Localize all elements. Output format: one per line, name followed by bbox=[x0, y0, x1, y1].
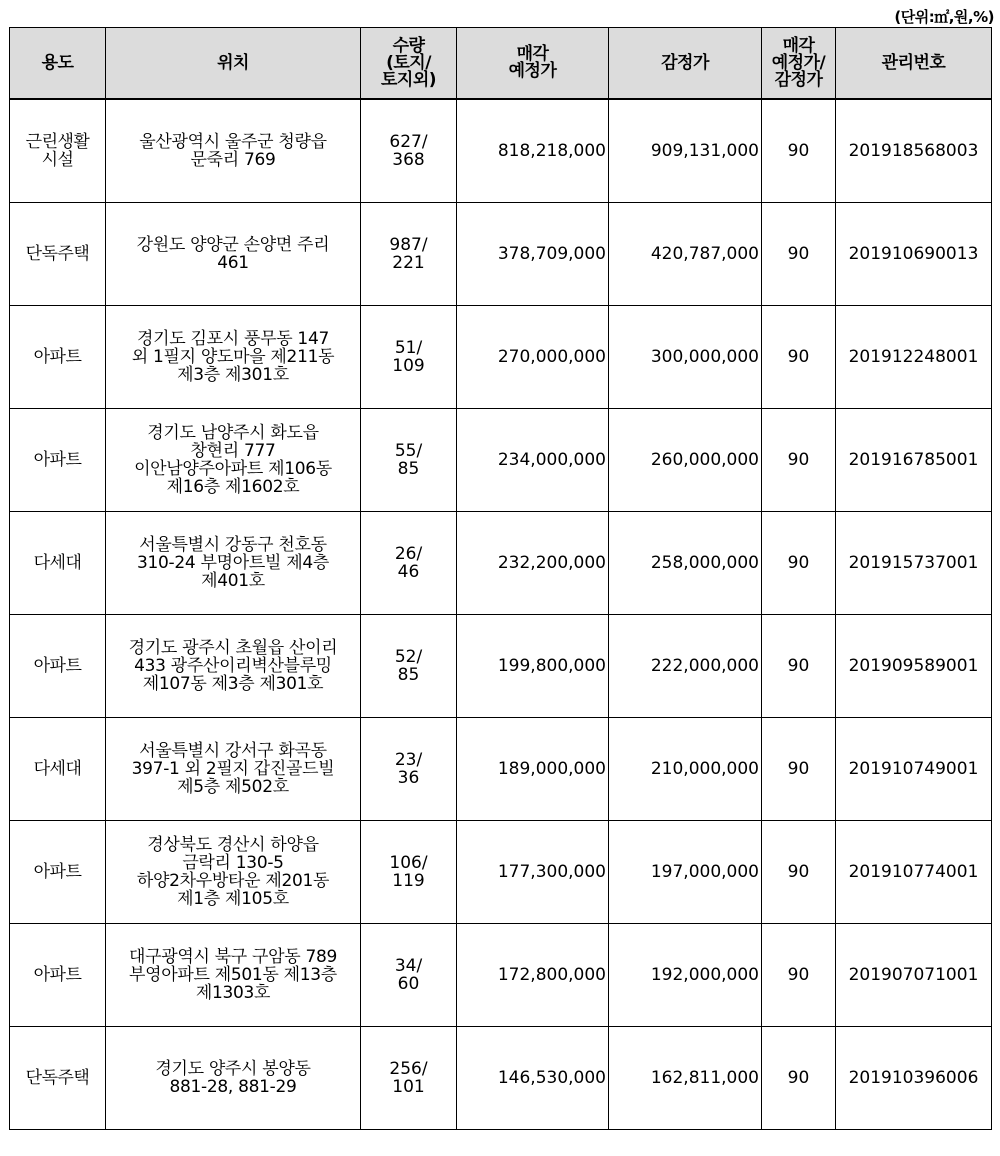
cell-mgmt-no: 201910690013 bbox=[836, 203, 992, 306]
cell-sale-price: 172,800,000 bbox=[457, 924, 609, 1027]
cell-use: 아파트 bbox=[10, 615, 106, 718]
header-mgmt-no bbox=[836, 28, 992, 100]
table-row bbox=[10, 512, 992, 615]
cell-ratio: 90 bbox=[762, 1027, 836, 1130]
header-quantity-label: 수량 (토지/ 토지외) bbox=[380, 35, 437, 90]
cell-use: 아파트 bbox=[10, 924, 106, 1027]
cell-ratio: 90 bbox=[762, 821, 836, 924]
cell-location: 서울특별시 강동구 천호동 310-24 부명아트빌 제4층 제401호 bbox=[106, 512, 361, 615]
cell-ratio: 90 bbox=[762, 512, 836, 615]
header-use bbox=[10, 28, 106, 100]
header-appraised-price-label: 감정가 bbox=[661, 52, 709, 73]
header-quantity bbox=[361, 28, 457, 100]
cell-ratio: 90 bbox=[762, 203, 836, 306]
cell-sale-price: 146,530,000 bbox=[457, 1027, 609, 1130]
table-row bbox=[10, 821, 992, 924]
cell-sale-price: 177,300,000 bbox=[457, 821, 609, 924]
cell-quantity: 106/ 119 bbox=[361, 821, 457, 924]
cell-location: 경기도 광주시 초월읍 산이리 433 광주산이리벽산블루밍 제107동 제3층 제301호 bbox=[106, 615, 361, 718]
property-sale-table bbox=[9, 27, 992, 1130]
cell-location: 경상북도 경산시 하양읍 금락리 130-5 하양2차우방타운 제201동 제1층 제105호 bbox=[106, 821, 361, 924]
cell-use: 다세대 bbox=[10, 512, 106, 615]
cell-appraised-price: 197,000,000 bbox=[609, 821, 762, 924]
cell-use: 아파트 bbox=[10, 409, 106, 512]
cell-mgmt-no: 201909589001 bbox=[836, 615, 992, 718]
cell-location: 울산광역시 울주군 청량읍 문죽리 769 bbox=[106, 99, 361, 203]
header-sale-price bbox=[457, 28, 609, 100]
header-location bbox=[106, 28, 361, 100]
cell-sale-price: 234,000,000 bbox=[457, 409, 609, 512]
cell-location: 경기도 남양주시 화도읍 창현리 777 이안남양주아파트 제106동 제16층 제1602호 bbox=[106, 409, 361, 512]
cell-location: 서울특별시 강서구 화곡동 397-1 외 2필지 갑진골드빌 제5층 제502호 bbox=[106, 718, 361, 821]
cell-quantity: 55/ 85 bbox=[361, 409, 457, 512]
cell-mgmt-no: 201918568003 bbox=[836, 99, 992, 203]
header-appraised-price bbox=[609, 28, 762, 100]
cell-sale-price: 232,200,000 bbox=[457, 512, 609, 615]
cell-sale-price: 378,709,000 bbox=[457, 203, 609, 306]
cell-mgmt-no: 201910396006 bbox=[836, 1027, 992, 1130]
cell-quantity: 256/ 101 bbox=[361, 1027, 457, 1130]
cell-quantity: 26/ 46 bbox=[361, 512, 457, 615]
cell-mgmt-no: 201910749001 bbox=[836, 718, 992, 821]
cell-ratio: 90 bbox=[762, 615, 836, 718]
table-body bbox=[10, 99, 992, 1130]
cell-appraised-price: 192,000,000 bbox=[609, 924, 762, 1027]
cell-use: 아파트 bbox=[10, 821, 106, 924]
cell-use: 아파트 bbox=[10, 306, 106, 409]
cell-use: 근린생활 시설 bbox=[10, 99, 106, 203]
unit-note: (단위:㎡,원,%) bbox=[894, 8, 994, 26]
cell-mgmt-no: 201910774001 bbox=[836, 821, 992, 924]
cell-mgmt-no: 201907071001 bbox=[836, 924, 992, 1027]
cell-sale-price: 189,000,000 bbox=[457, 718, 609, 821]
table-row bbox=[10, 203, 992, 306]
cell-use: 다세대 bbox=[10, 718, 106, 821]
cell-quantity: 34/ 60 bbox=[361, 924, 457, 1027]
header-use-label: 용도 bbox=[41, 52, 74, 73]
header-location-label: 위치 bbox=[217, 52, 249, 73]
cell-appraised-price: 300,000,000 bbox=[609, 306, 762, 409]
cell-ratio: 90 bbox=[762, 306, 836, 409]
cell-sale-price: 818,218,000 bbox=[457, 99, 609, 203]
cell-mgmt-no: 201916785001 bbox=[836, 409, 992, 512]
cell-appraised-price: 420,787,000 bbox=[609, 203, 762, 306]
cell-appraised-price: 210,000,000 bbox=[609, 718, 762, 821]
cell-quantity: 52/ 85 bbox=[361, 615, 457, 718]
cell-location: 대구광역시 북구 구암동 789 부영아파트 제501동 제13층 제1303호 bbox=[106, 924, 361, 1027]
cell-use: 단독주택 bbox=[10, 1027, 106, 1130]
cell-mgmt-no: 201915737001 bbox=[836, 512, 992, 615]
table-header bbox=[10, 28, 992, 100]
cell-ratio: 90 bbox=[762, 924, 836, 1027]
header-mgmt-no-label: 관리번호 bbox=[881, 52, 946, 73]
cell-sale-price: 199,800,000 bbox=[457, 615, 609, 718]
header-ratio bbox=[762, 28, 836, 100]
cell-appraised-price: 162,811,000 bbox=[609, 1027, 762, 1130]
cell-sale-price: 270,000,000 bbox=[457, 306, 609, 409]
table-row bbox=[10, 615, 992, 718]
cell-quantity: 987/ 221 bbox=[361, 203, 457, 306]
cell-location: 경기도 김포시 풍무동 147 외 1필지 양도마을 제211동 제3층 제301호 bbox=[106, 306, 361, 409]
table-row bbox=[10, 718, 992, 821]
cell-location: 강원도 양양군 손양면 주리 461 bbox=[106, 203, 361, 306]
table-row bbox=[10, 409, 992, 512]
header-row bbox=[10, 28, 992, 100]
cell-ratio: 90 bbox=[762, 409, 836, 512]
cell-quantity: 51/ 109 bbox=[361, 306, 457, 409]
table-row bbox=[10, 99, 992, 203]
cell-quantity: 23/ 36 bbox=[361, 718, 457, 821]
table-row bbox=[10, 306, 992, 409]
table-row bbox=[10, 924, 992, 1027]
header-ratio-label: 매각 예정가/ 감정가 bbox=[771, 35, 826, 90]
cell-ratio: 90 bbox=[762, 718, 836, 821]
cell-appraised-price: 258,000,000 bbox=[609, 512, 762, 615]
cell-appraised-price: 909,131,000 bbox=[609, 99, 762, 203]
cell-use: 단독주택 bbox=[10, 203, 106, 306]
cell-appraised-price: 260,000,000 bbox=[609, 409, 762, 512]
cell-ratio: 90 bbox=[762, 99, 836, 203]
table-row bbox=[10, 1027, 992, 1130]
cell-appraised-price: 222,000,000 bbox=[609, 615, 762, 718]
cell-location: 경기도 양주시 봉양동 881-28, 881-29 bbox=[106, 1027, 361, 1130]
header-sale-price-label: 매각 예정가 bbox=[508, 44, 557, 81]
cell-quantity: 627/ 368 bbox=[361, 99, 457, 203]
cell-mgmt-no: 201912248001 bbox=[836, 306, 992, 409]
